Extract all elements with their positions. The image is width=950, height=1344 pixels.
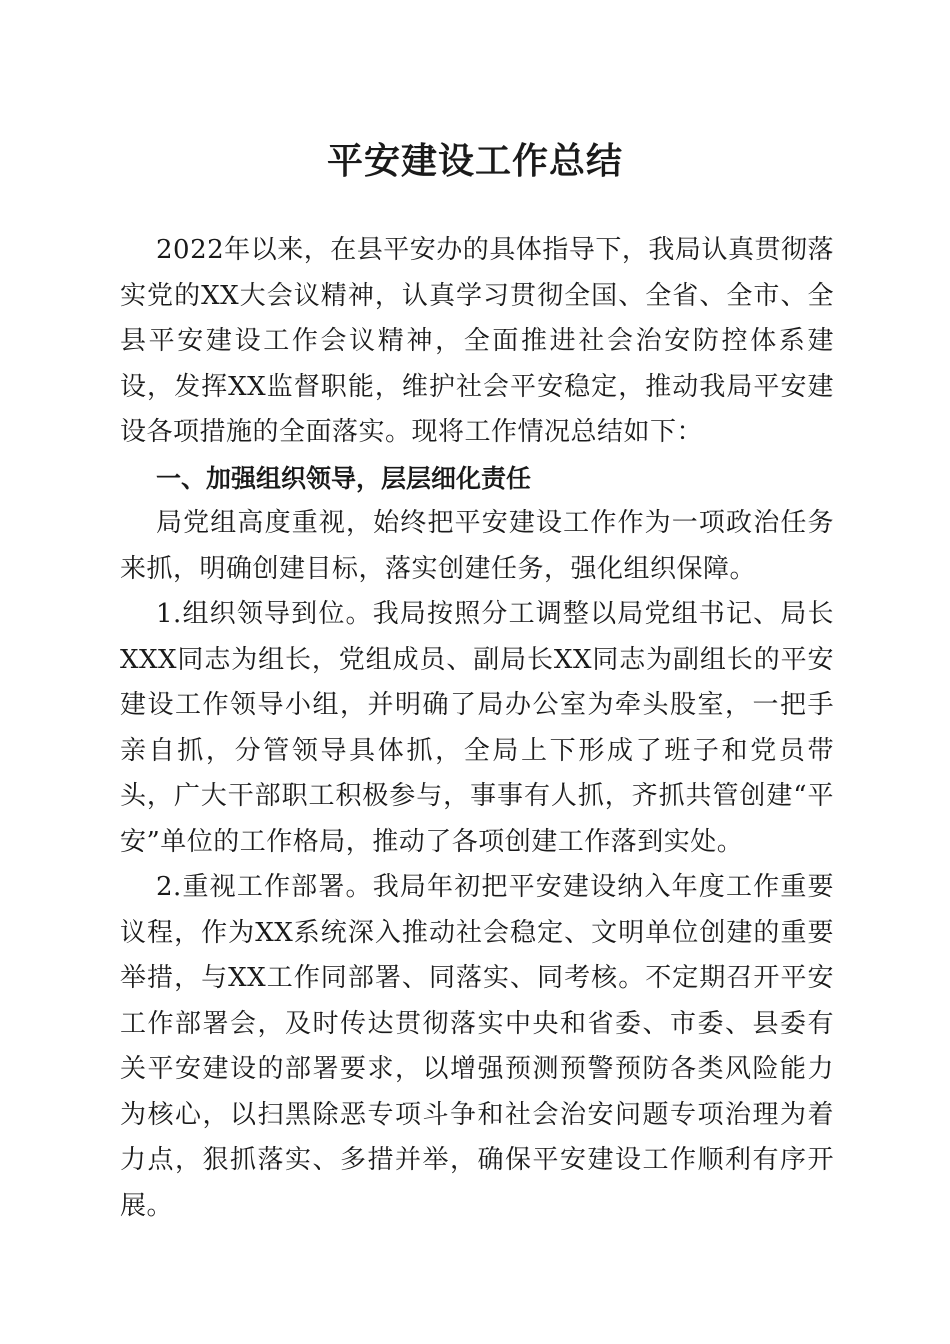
item-2-paragraph: 2.重视工作部署。我局年初把平安建设纳入年度工作重要议程，作为XX系统深入推动社会稳定、文明单位创建的重要举措，与XX工作同部署、同落实、同考核。不定期召开平安工作部署会，及时传达贯彻落实中央和省委、市委、县委有关平安建设的部署要求，以增强预测预警预防各类风险能力为核心，以扫黑除恶专项斗争和社会治安问题专项治理为着力点，狠抓落实、多措并举，确保平安建设工作顺利有序开展。	[120, 872, 834, 1221]
section-1-intro-paragraph: 局党组高度重视，始终把平安建设工作作为一项政治任务来抓，明确创建目标，落实创建任务，强化组织保障。	[120, 508, 834, 584]
section-1-heading: 一、加强组织领导，层层细化责任	[156, 463, 532, 493]
item-1-paragraph: 1.组织领导到位。我局按照分工调整以局党组书记、局长XXX同志为组长，党组成员、副局长XX同志为副组长的平安建设工作领导小组，并明确了局办公室为牵头股室，一把手亲自抓，分管领导具体抓，全局上下形成了班子和党员带头，广大干部职工积极参与，事事有人抓，齐抓共管创建“平安”单位的工作格局，推动了各项创建工作落到实处。	[120, 599, 834, 857]
document-body	[120, 228, 834, 1229]
document-title: 平安建设工作总结	[326, 140, 623, 182]
intro-paragraph: 2022年以来，在县平安办的具体指导下，我局认真贯彻落实党的XX大会议精神，认真学习贯彻全国、全省、全市、全县平安建设工作会议精神，全面推进社会治安防控体系建设，发挥XX监督职能，维护社会平安稳定，推动我局平安建设各项措施的全面落实。现将工作情况总结如下：	[120, 235, 834, 447]
